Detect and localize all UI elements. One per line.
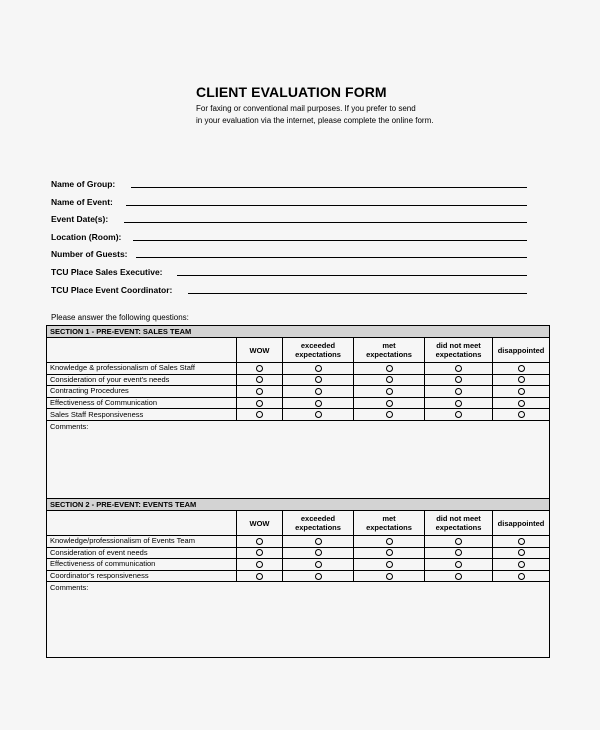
- col-met: met expectations: [354, 338, 425, 363]
- field-event-coordinator: [51, 284, 172, 296]
- radio-met[interactable]: [386, 549, 393, 556]
- radio-met[interactable]: [386, 376, 393, 383]
- radio-did-not-meet[interactable]: [455, 538, 462, 545]
- question-label: Effectiveness of Communication: [47, 397, 237, 409]
- table-row: [47, 559, 550, 571]
- radio-exceeded[interactable]: [315, 549, 322, 556]
- radio-disappointed[interactable]: [518, 400, 525, 407]
- field-label: Name of Group:: [51, 179, 116, 189]
- field-input-line[interactable]: [133, 240, 527, 241]
- radio-did-not-meet[interactable]: [455, 400, 462, 407]
- comments-label: Comments:: [50, 583, 89, 593]
- question-label: Sales Staff Responsiveness: [47, 409, 237, 421]
- section-title: SECTION 2 - PRE-EVENT: EVENTS TEAM: [47, 499, 550, 511]
- comments-label: Comments:: [50, 421, 89, 431]
- radio-wow[interactable]: [256, 400, 263, 407]
- radio-met[interactable]: [386, 411, 393, 418]
- radio-wow[interactable]: [256, 365, 263, 372]
- questions-prompt: Please answer the following questions:: [51, 313, 189, 322]
- field-label: Event Date(s):: [51, 214, 109, 224]
- question-label: Effectiveness of communication: [47, 559, 237, 571]
- radio-exceeded[interactable]: [315, 365, 322, 372]
- radio-wow[interactable]: [256, 573, 263, 580]
- field-location: [51, 231, 121, 243]
- radio-disappointed[interactable]: [518, 561, 525, 568]
- section-1-table: [46, 325, 550, 499]
- radio-wow[interactable]: [256, 388, 263, 395]
- radio-did-not-meet[interactable]: [455, 376, 462, 383]
- radio-exceeded[interactable]: [315, 388, 322, 395]
- radio-exceeded[interactable]: [315, 411, 322, 418]
- radio-met[interactable]: [386, 400, 393, 407]
- radio-disappointed[interactable]: [518, 538, 525, 545]
- question-label: Coordinator's responsiveness: [47, 570, 237, 582]
- col-exceeded: exceeded expectations: [283, 338, 354, 363]
- comments-area[interactable]: [47, 420, 550, 498]
- radio-did-not-meet[interactable]: [455, 365, 462, 372]
- table-row: [47, 374, 550, 386]
- field-label: TCU Place Sales Executive:: [51, 267, 163, 277]
- field-input-line[interactable]: [188, 293, 527, 294]
- radio-did-not-meet[interactable]: [455, 388, 462, 395]
- radio-disappointed[interactable]: [518, 376, 525, 383]
- form-title: CLIENT EVALUATION FORM: [196, 84, 387, 100]
- field-name-of-event: [51, 196, 113, 208]
- section-2-table: [46, 498, 550, 658]
- table-row: [47, 363, 550, 375]
- col-met: met expectations: [354, 511, 425, 536]
- radio-met[interactable]: [386, 561, 393, 568]
- question-label: Consideration of your event's needs: [47, 374, 237, 386]
- blank-header: [47, 338, 237, 363]
- col-did-not-meet: did not meet expectations: [425, 511, 493, 536]
- intro-line-1: For faxing or conventional mail purposes. If you prefer to send: [196, 104, 416, 113]
- radio-met[interactable]: [386, 573, 393, 580]
- field-input-line[interactable]: [177, 275, 527, 276]
- table-row: [47, 397, 550, 409]
- table-row: [47, 570, 550, 582]
- radio-exceeded[interactable]: [315, 573, 322, 580]
- section-title: SECTION 1 - PRE-EVENT: SALES TEAM: [47, 326, 550, 338]
- col-disappointed: disappointed: [493, 338, 550, 363]
- field-input-line[interactable]: [124, 222, 527, 223]
- question-label: Consideration of event needs: [47, 547, 237, 559]
- question-label: Knowledge/professionalism of Events Team: [47, 536, 237, 548]
- col-wow: WOW: [237, 511, 283, 536]
- field-input-line[interactable]: [131, 187, 527, 188]
- table-row: [47, 536, 550, 548]
- radio-met[interactable]: [386, 365, 393, 372]
- radio-disappointed[interactable]: [518, 549, 525, 556]
- radio-exceeded[interactable]: [315, 538, 322, 545]
- question-label: Knowledge & professionalism of Sales Staff: [47, 363, 237, 375]
- intro-line-2: in your evaluation via the internet, please complete the online form.: [196, 116, 434, 125]
- field-event-dates: [51, 213, 108, 225]
- radio-disappointed[interactable]: [518, 365, 525, 372]
- field-name-of-group: [51, 178, 115, 190]
- radio-wow[interactable]: [256, 411, 263, 418]
- radio-wow[interactable]: [256, 549, 263, 556]
- table-row: [47, 386, 550, 398]
- radio-did-not-meet[interactable]: [455, 561, 462, 568]
- field-input-line[interactable]: [126, 205, 527, 206]
- radio-did-not-meet[interactable]: [455, 411, 462, 418]
- table-row: [47, 409, 550, 421]
- radio-met[interactable]: [386, 538, 393, 545]
- radio-did-not-meet[interactable]: [455, 573, 462, 580]
- col-exceeded: exceeded expectations: [283, 511, 354, 536]
- blank-header: [47, 511, 237, 536]
- col-disappointed: disappointed: [493, 511, 550, 536]
- radio-met[interactable]: [386, 388, 393, 395]
- field-input-line[interactable]: [136, 257, 527, 258]
- radio-disappointed[interactable]: [518, 411, 525, 418]
- comments-area[interactable]: [47, 582, 550, 658]
- radio-wow[interactable]: [256, 376, 263, 383]
- radio-exceeded[interactable]: [315, 376, 322, 383]
- radio-disappointed[interactable]: [518, 388, 525, 395]
- table-row: [47, 547, 550, 559]
- field-label: TCU Place Event Coordinator:: [51, 285, 173, 295]
- radio-wow[interactable]: [256, 561, 263, 568]
- radio-disappointed[interactable]: [518, 573, 525, 580]
- radio-did-not-meet[interactable]: [455, 549, 462, 556]
- col-wow: WOW: [237, 338, 283, 363]
- col-did-not-meet: did not meet expectations: [425, 338, 493, 363]
- field-label: Number of Guests:: [51, 249, 128, 259]
- field-label: Name of Event:: [51, 197, 113, 207]
- radio-wow[interactable]: [256, 538, 263, 545]
- field-number-of-guests: [51, 248, 128, 260]
- radio-exceeded[interactable]: [315, 400, 322, 407]
- field-label: Location (Room):: [51, 232, 122, 242]
- radio-exceeded[interactable]: [315, 561, 322, 568]
- question-label: Contracting Procedures: [47, 386, 237, 398]
- field-sales-executive: [51, 266, 163, 278]
